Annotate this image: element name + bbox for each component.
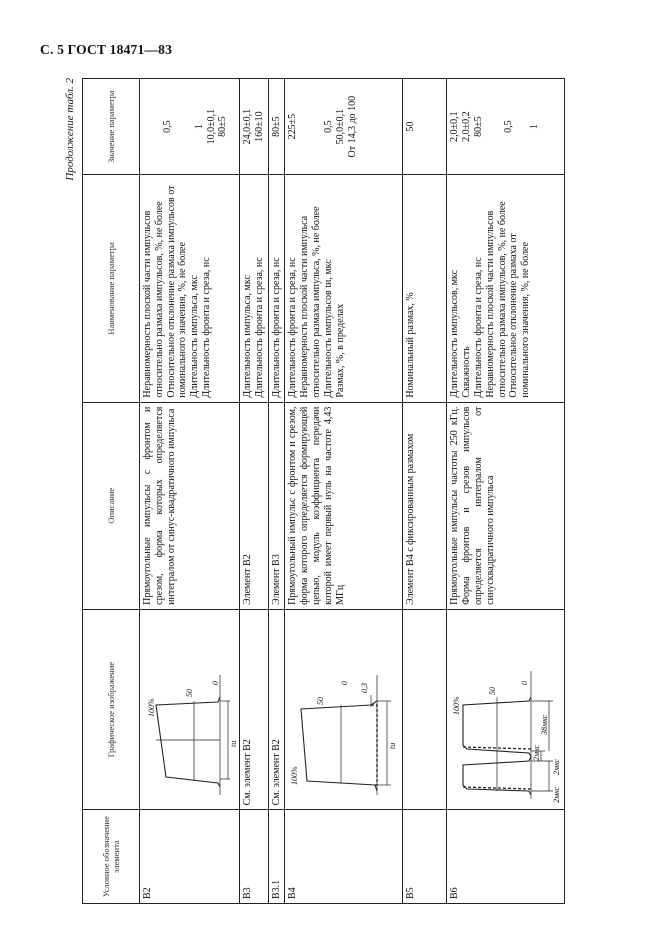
param-names (240, 175, 269, 402)
graphic-b6 (447, 609, 565, 810)
param-value: 24,0±0,1 (242, 108, 253, 145)
param-name: Неравномерность плоской части импульсов относительно размаха импульсов, %, не более (142, 201, 165, 398)
param-value: 50 (405, 121, 417, 132)
description: Прямоугольный импульс с фронтом и срезом, форма которого определяется формирующей цепью, модуль коэффициента передачи которой имеет первый нуль на частоте 4,43 МГц (285, 402, 403, 609)
col-header-graphic: Графическое изображение (83, 609, 140, 810)
param-names (140, 175, 240, 402)
param-values (268, 79, 285, 175)
param-name: Номинальный размах, % (405, 292, 417, 398)
param-value: 160±10 (253, 111, 265, 142)
param-names (447, 175, 565, 402)
param-value: 80±5 (270, 116, 282, 137)
param-values (403, 79, 447, 175)
row-code: В3.1 (268, 810, 285, 904)
rotated-content (64, 78, 648, 904)
row-code: В4 (285, 810, 403, 904)
param-name: Длительность импульсов, мкс (449, 269, 461, 398)
col-header-param-name: Наименование параметра (83, 175, 140, 402)
param-name: Длительность фронта и среза, нс (253, 257, 265, 398)
pulse-waveform-b6 (449, 665, 561, 805)
table-caption: Продолжение табл. 2 (64, 78, 76, 181)
graphic-note: См. элемент В2 (240, 609, 269, 810)
param-value: 80±5 (217, 116, 229, 137)
param-name: Неравномерность плоской части импульсов относительно размаха импульсов, %, не более (484, 201, 508, 398)
label-50: 50 (316, 697, 326, 706)
graphic-b2 (140, 609, 240, 810)
param-value: 10,0±0,1 (205, 108, 217, 145)
label-100: 100% (290, 766, 300, 786)
param-name: Длительность фронта и среза, нс (287, 257, 299, 398)
graphic-note: См. элемент В2 (268, 609, 285, 810)
description: Элемент В2 (240, 402, 269, 609)
param-names (285, 175, 403, 402)
param-name: Длительность импульса, мкс (242, 275, 253, 398)
table-row-b3 (240, 79, 269, 904)
label-2mks: 2мкс (552, 787, 562, 804)
label-50: 50 (185, 689, 194, 698)
param-name: Неравномерность плоской части импульса относительно размаха импульса, %, не более (299, 206, 322, 398)
page-title: С. 5 ГОСТ 18471—83 (40, 42, 173, 57)
spec-table (82, 78, 565, 904)
label-0: 0 (211, 681, 220, 686)
param-value: 2,0±0,2 (461, 111, 473, 142)
param-value: 80±5 (472, 116, 484, 137)
label-100: 100% (452, 696, 462, 716)
description: Элемент В3 (268, 402, 285, 609)
table-row-b2 (140, 79, 240, 904)
param-name: Длительность импульса, мкс (189, 275, 201, 398)
param-name: Длительность фронта и среза, нс (200, 257, 212, 398)
param-name: Длительность фронта и среза, нс (270, 257, 282, 398)
table-header-row (83, 79, 140, 904)
label-tu: tu (388, 743, 398, 750)
col-header-param-value: Значение параметра (83, 79, 140, 175)
label-2mks: 2мкс (552, 759, 562, 776)
param-value: От 14,3 до 100 (346, 95, 358, 158)
table-row-b6 (447, 79, 565, 904)
label-100: 100% (147, 698, 156, 718)
graphic-note (403, 609, 447, 810)
param-values (447, 79, 565, 175)
row-code: В3 (240, 810, 269, 904)
param-name: Скважность (461, 346, 473, 398)
label-38mks: 38мкс (540, 715, 550, 736)
col-header-description: Описание (83, 402, 140, 609)
label-0-3: 0,3 (360, 683, 370, 694)
param-value: 225±5 (287, 113, 299, 140)
param-name: Размах, %, в пределах (334, 303, 346, 398)
param-name: Относительное отклонение размаха от номинального значения, %, не более (508, 233, 532, 398)
label-0: 0 (520, 681, 530, 686)
table-row-b4 (285, 79, 403, 904)
param-values (240, 79, 269, 175)
row-code: В5 (403, 810, 447, 904)
graphic-b4 (285, 609, 403, 810)
param-name: Длительность импульсов tи, мкс (322, 259, 334, 398)
param-value: 2,0±0,1 (449, 111, 461, 142)
pulse-waveform-b2 (142, 665, 236, 805)
param-names (268, 175, 285, 402)
param-value: 0,5 (162, 120, 173, 133)
row-code: В6 (447, 810, 565, 904)
param-values (285, 79, 403, 175)
label-0: 0 (340, 681, 350, 686)
table-row-b5 (403, 79, 447, 904)
param-name: Относительное отклонение размаха импульсов от номинального значения, %, не более (165, 185, 189, 398)
param-value: 1 (528, 124, 540, 130)
param-value: 0,5 (323, 120, 335, 133)
param-value: 50,0±0,1 (334, 108, 346, 145)
label-50: 50 (488, 687, 498, 696)
label-tu: tu (229, 741, 238, 748)
row-code: В2 (140, 810, 240, 904)
rotated-table-area (64, 78, 648, 904)
param-value: 0,5 (502, 120, 514, 133)
param-name: Длительность фронта и среза, нс (472, 257, 484, 398)
description: Прямоугольные импульсы частоты 250 кГц. Форма фронтов и срезов импульсов определяется интегралом от синусквадратичного импульса (447, 402, 565, 609)
table-row-b3-1 (268, 79, 285, 904)
param-names (403, 175, 447, 402)
description: Прямоугольные импульсы с фронтом и срезом, форма которых определяется интегралом от синус-квадратичного импульса (140, 402, 240, 609)
col-header-code: Условное обозначение элемента (83, 810, 140, 904)
label-2mks: 2мкс (532, 745, 542, 762)
param-values (140, 79, 240, 175)
pulse-waveform-b4 (287, 665, 397, 805)
param-value: 1 (193, 124, 205, 130)
description: Элемент В4 с фиксированным размахом (403, 402, 447, 609)
